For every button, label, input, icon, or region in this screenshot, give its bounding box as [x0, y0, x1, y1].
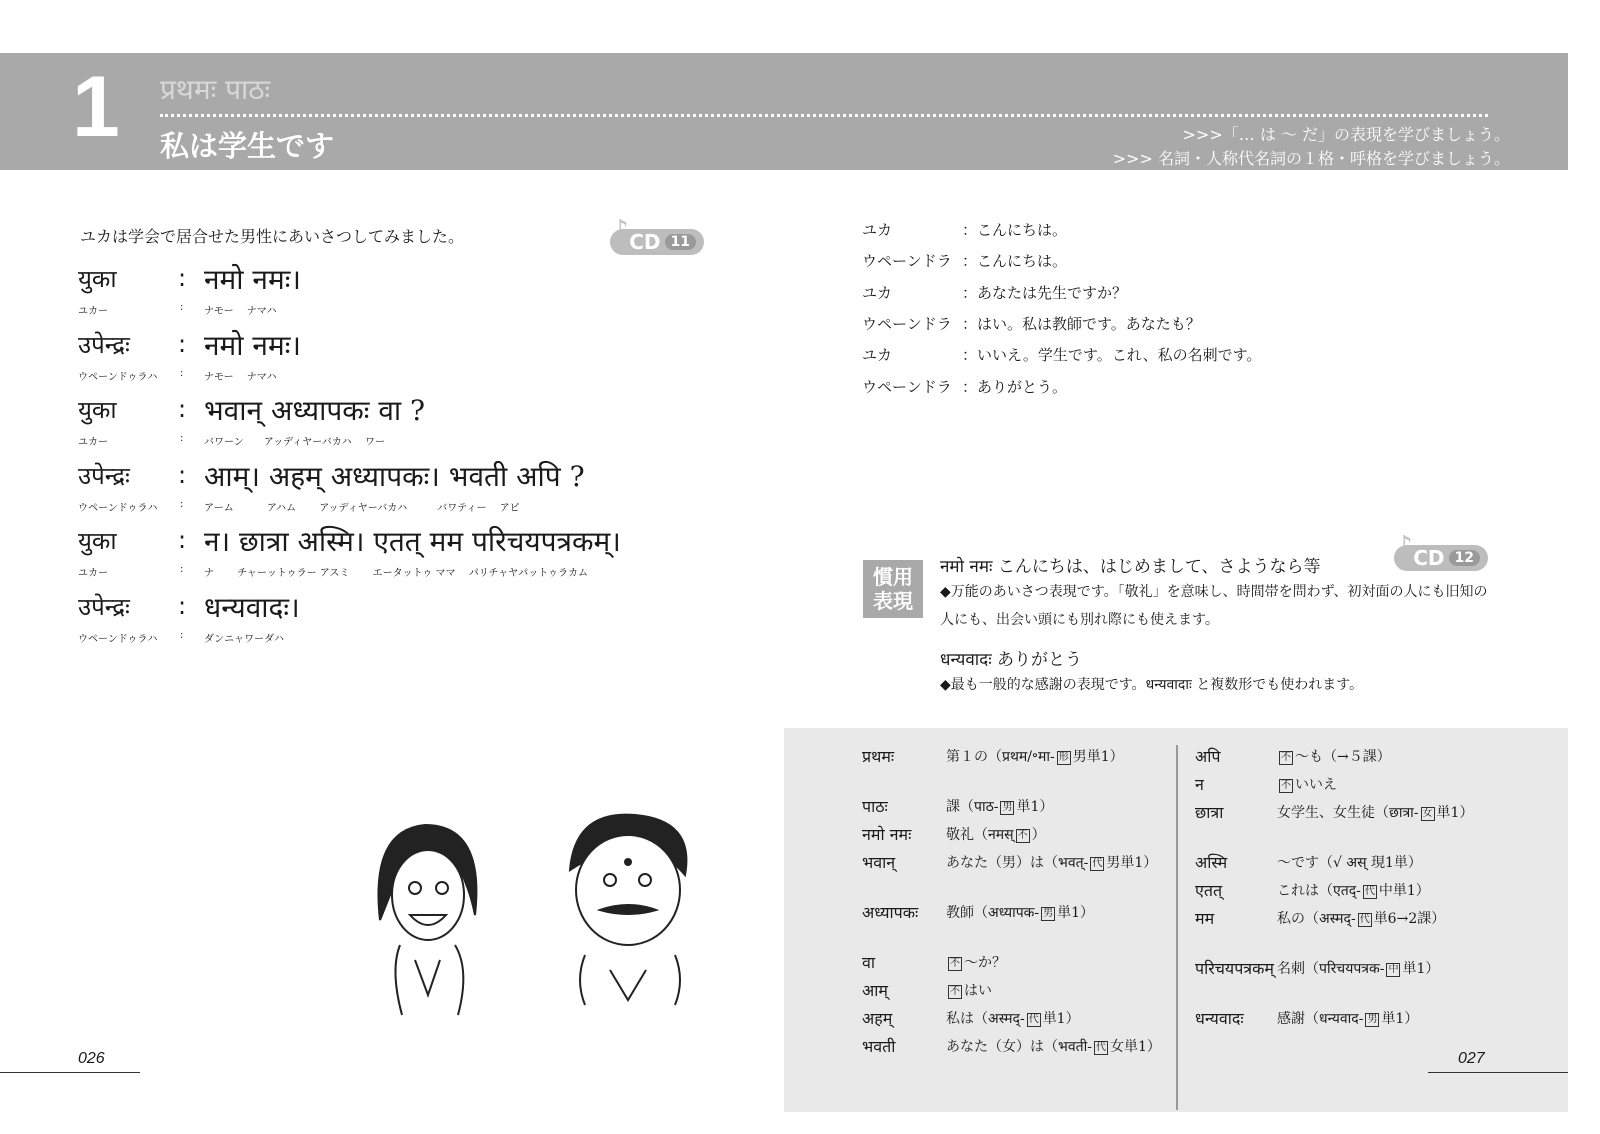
gloss-text: 私は（अस्मद्- — [946, 1011, 1025, 1027]
part-of-speech-box: 男 — [1043, 908, 1054, 919]
vocab-word: अस्मि — [1195, 853, 1228, 872]
gloss-text: 単1） — [1436, 805, 1474, 821]
intro-text: ユカは学会で居合せた男性にあいさつしてみました。 — [80, 227, 465, 246]
lesson-title: 私は学生です — [160, 129, 335, 163]
speaker-name: युका — [78, 265, 117, 293]
part-of-speech-box: 代 — [1095, 1042, 1106, 1053]
page-rule — [1428, 1072, 1568, 1073]
vocab-item — [862, 952, 1162, 980]
gloss-text: これは（एतद्- — [1277, 883, 1361, 899]
vocab-word: पाठः — [862, 797, 888, 816]
translation-line — [862, 313, 1201, 334]
gloss-text: 男単1） — [1072, 749, 1124, 765]
translation-line — [862, 219, 1067, 240]
page-number-left: 026 — [78, 1050, 105, 1067]
colon: : — [178, 395, 187, 423]
vocab-word: मम — [1195, 909, 1215, 928]
part-of-speech-box: 不 — [1281, 752, 1291, 763]
vocab-item — [1195, 774, 1497, 802]
cd-number: 11 — [665, 234, 696, 250]
pronunciation-reading: ナ チャーットゥラー アスミ エータットゥ ママ パリチャヤパットゥラカム — [204, 568, 588, 579]
gloss-text: 単1） — [1381, 1011, 1419, 1027]
colon: : — [180, 433, 184, 444]
vocab-gloss — [946, 952, 1162, 974]
page-number-right: 027 — [1458, 1050, 1485, 1067]
gloss-text: ） — [1031, 827, 1046, 843]
pronunciation-reading: アーム アハム アッディヤーバカハ バワティー アピ — [204, 502, 520, 514]
translation-text: ：ありがとう。 — [962, 377, 1068, 396]
gloss-text: 単1） — [1042, 1011, 1080, 1027]
gloss-text: 第１の（प्रथम/॰मा- — [946, 749, 1055, 765]
vocab-item — [1195, 908, 1497, 958]
dotted-divider — [160, 114, 1488, 117]
idiom-heading: धन्यवादः ありがとう — [940, 650, 1083, 670]
vocab-gloss — [1277, 802, 1497, 824]
vocab-item — [862, 824, 1162, 852]
part-of-speech-box: 不 — [1281, 780, 1291, 791]
vocab-word: न — [1195, 775, 1204, 794]
column-divider — [1176, 745, 1178, 1110]
speaker-reading: ユカー — [78, 306, 108, 317]
sanskrit-line: आम्। अहम् अध्यापकः। भवती अपि ? — [204, 459, 585, 493]
gloss-text: ～です（√ अस् 現1単） — [1277, 855, 1422, 871]
gloss-text: いいえ — [1295, 777, 1337, 793]
translation-line — [862, 376, 1067, 397]
vocab-gloss — [946, 852, 1162, 874]
music-note-icon: ♪ — [1396, 531, 1413, 561]
cd-label: CD — [629, 230, 661, 254]
part-of-speech-box: 代 — [1092, 858, 1103, 869]
lesson-goal: >>>「… は ～ だ」の表現を学びましょう。 — [1182, 125, 1510, 144]
speaker-reading: ユカー — [78, 437, 108, 448]
vocab-item — [1195, 746, 1497, 774]
cd-track-badge[interactable] — [610, 215, 704, 255]
speaker-name: युका — [78, 527, 117, 555]
pronunciation-reading: ナモー ナマハ — [204, 306, 277, 317]
vocab-gloss — [946, 902, 1162, 924]
vocab-gloss — [946, 746, 1162, 768]
music-note-icon: ♪ — [612, 215, 629, 245]
pronunciation-reading: ダンニャワーダハ — [204, 633, 284, 645]
yuka-illustration — [378, 825, 476, 1015]
part-of-speech-box: 代 — [1364, 886, 1375, 897]
vocab-word: प्रथमः — [862, 747, 895, 766]
vocab-word: एतत् — [1195, 881, 1223, 900]
vocab-item — [862, 1036, 1162, 1086]
translation-line — [862, 250, 1067, 271]
speaker-name: ウペーンドラ — [862, 377, 952, 396]
sanskrit-line: नमो नमः। — [204, 263, 301, 296]
vocab-gloss — [1277, 852, 1497, 874]
vocab-gloss — [946, 1008, 1162, 1030]
vocab-item — [862, 796, 1162, 824]
vocab-item — [862, 746, 1162, 796]
speaker-name: ユカ — [862, 283, 893, 302]
translation-text: ：はい。私は教師です。あなたも？ — [962, 314, 1201, 333]
speaker-name: उपेन्द्रः — [78, 461, 130, 490]
idiom-heading: नमो नमः こんにちは、はじめまして、さようなら等 — [940, 557, 1321, 577]
gloss-text: 敬礼（नमस् — [946, 827, 1014, 843]
vocab-word: नमो नमः — [862, 825, 912, 844]
part-of-speech-box: 男 — [1367, 1014, 1378, 1025]
speaker-name: उपेन्द्रः — [78, 592, 130, 621]
dialogue-line — [78, 590, 718, 650]
gloss-text: あなた（女）は（भवती- — [946, 1039, 1092, 1055]
colon: : — [178, 591, 187, 620]
cd-number: 12 — [1449, 550, 1480, 566]
dialogue-line — [78, 393, 718, 453]
vocab-gloss — [1277, 746, 1497, 768]
gloss-text: 女学生、女生徒（छात्रा- — [1277, 805, 1419, 821]
part-of-speech-box: 不 — [950, 958, 960, 969]
translation-text: ：こんにちは。 — [962, 221, 1068, 239]
speaker-reading: ユカー — [78, 568, 108, 579]
vocab-item — [1195, 852, 1497, 880]
speaker-name: उपेन्द्रः — [78, 330, 130, 359]
speaker-name: ウペーンドラ — [862, 252, 952, 271]
vocab-word: धन्यवादः — [1195, 1009, 1244, 1028]
gloss-text: はい — [964, 983, 992, 999]
part-of-speech-box: 中 — [1388, 964, 1399, 975]
vocab-word: अध्यापकः — [862, 903, 919, 922]
gloss-text: 中単1） — [1378, 883, 1430, 899]
idiom-body: ◆最も一般的な感謝の表現です。धन्यवादाः と複数形でも使われます。 — [940, 677, 1364, 693]
vocab-word: वा — [862, 953, 876, 972]
vocab-item — [862, 980, 1162, 1008]
sanskrit-line: भवान् अध्यापकः वा ? — [204, 394, 426, 427]
vocab-word: भवान् — [862, 853, 896, 872]
vocab-item — [862, 1008, 1162, 1036]
gloss-text: 名刺（परिचयपत्रक- — [1277, 961, 1385, 977]
vocab-word: छात्रा — [1195, 803, 1224, 822]
vocab-word: अहम् — [862, 1009, 893, 1028]
gloss-text: ～も（→５課） — [1295, 749, 1391, 765]
colon: : — [178, 460, 187, 489]
colon: : — [180, 302, 184, 313]
colon: : — [180, 498, 184, 510]
translation-text: ：あなたは先生ですか？ — [962, 283, 1128, 302]
speaker-name: ユカ — [862, 346, 893, 365]
vocab-gloss — [946, 796, 1162, 818]
dialogue-line — [78, 328, 718, 388]
lesson-goal: >>> 名詞・人称代名詞の１格・呼格を学びましょう。 — [1112, 149, 1510, 168]
translation-text: ：いいえ。学生です。これ、私の名刺です。 — [962, 346, 1262, 365]
colon: : — [180, 564, 184, 575]
dialogue-line — [78, 524, 718, 584]
colon: : — [178, 264, 187, 292]
translation-line — [862, 344, 1261, 365]
idiom-badge: 慣用表現 — [863, 560, 923, 618]
dialogue-line — [78, 262, 718, 322]
vocab-item — [1195, 802, 1497, 852]
vocab-word: अपि — [1195, 747, 1221, 766]
gloss-text: 感謝（धन्यवाद- — [1277, 1011, 1364, 1027]
colon: : — [180, 367, 184, 379]
colon: : — [180, 629, 184, 641]
gloss-text: 単1） — [1016, 799, 1054, 815]
colon: : — [178, 526, 187, 554]
part-of-speech-box: 代 — [1028, 1014, 1039, 1025]
gloss-text: 単1） — [1402, 961, 1440, 977]
vocab-item — [862, 902, 1162, 952]
vocab-word: भवती — [862, 1037, 896, 1056]
speaker-reading: ウペーンドゥラハ — [78, 633, 158, 645]
upendra-illustration — [570, 815, 686, 1005]
vocab-gloss — [1277, 880, 1497, 902]
vocab-item — [862, 852, 1162, 902]
part-of-speech-box: 女 — [1422, 808, 1433, 819]
gloss-text: 男単1） — [1106, 855, 1158, 871]
part-of-speech-box: 男 — [1002, 802, 1013, 813]
speaker-name: ユカ — [862, 221, 893, 239]
page-rule — [0, 1072, 140, 1073]
gloss-text: 単6→2課） — [1373, 911, 1446, 927]
sanskrit-line: न। छात्रा अस्मि। एतत् मम परिचयपत्रकम्। — [204, 525, 621, 558]
gloss-text: 私の（अस्मद्- — [1277, 911, 1356, 927]
vocab-item — [1195, 880, 1497, 908]
gloss-text: あなた（男）は（भवत्- — [946, 855, 1089, 871]
part-of-speech-box: 不 — [950, 986, 960, 997]
vocab-item — [1195, 1008, 1497, 1058]
speaker-reading: ウペーンドゥラハ — [78, 371, 158, 383]
dialogue-line — [78, 459, 718, 519]
vocab-gloss — [1277, 774, 1497, 796]
colon: : — [178, 329, 187, 358]
speaker-name: ウペーンドラ — [862, 314, 952, 333]
cd-track-badge[interactable] — [1394, 531, 1488, 571]
idiom-body: ◆万能のあいさつ表現です。「敬礼」を意味し、時間帯を問わず、初対面の人にも旧知の人にも、出会い頭にも別れ際にも使えます。 — [940, 584, 1488, 628]
vocab-gloss — [1277, 908, 1497, 930]
vocab-gloss — [946, 980, 1162, 1002]
pronunciation-reading: ナモー ナマハ — [204, 371, 277, 383]
gloss-text: 単1） — [1057, 905, 1095, 921]
speaker-reading: ウペーンドゥラハ — [78, 502, 158, 514]
vocab-word: परिचयपत्रकम् — [1195, 959, 1274, 978]
gloss-text: 教師（अध्यापक- — [946, 905, 1040, 921]
cd-label: CD — [1413, 546, 1445, 570]
gloss-text: 女単1） — [1109, 1039, 1161, 1055]
pronunciation-reading: バワーン アッディヤーバカハ ワー — [204, 437, 385, 448]
translation-line — [862, 282, 1127, 303]
speaker-name: युका — [78, 396, 117, 424]
sanskrit-line: नमो नमः। — [204, 328, 301, 362]
part-of-speech-box: 形 — [1058, 752, 1069, 763]
vocab-item — [1195, 958, 1497, 1008]
lesson-number: 1 — [72, 59, 120, 155]
translation-text: ：こんにちは。 — [962, 252, 1068, 271]
part-of-speech-box: 不 — [1017, 830, 1028, 841]
vocab-gloss — [1277, 958, 1497, 980]
vocab-gloss — [1277, 1008, 1497, 1030]
part-of-speech-box: 代 — [1359, 914, 1370, 925]
gloss-text: 課（पाठ- — [946, 799, 999, 815]
gloss-text: ～か？ — [964, 955, 1006, 971]
sanskrit-title: प्रथमः पाठः — [160, 73, 271, 106]
vocab-word: आम् — [862, 981, 888, 1000]
illustration-yuka-and-upendra — [360, 810, 720, 1025]
vocab-gloss — [946, 1036, 1162, 1058]
vocab-gloss — [946, 824, 1162, 846]
sanskrit-line: धन्यवादः। — [204, 590, 300, 624]
